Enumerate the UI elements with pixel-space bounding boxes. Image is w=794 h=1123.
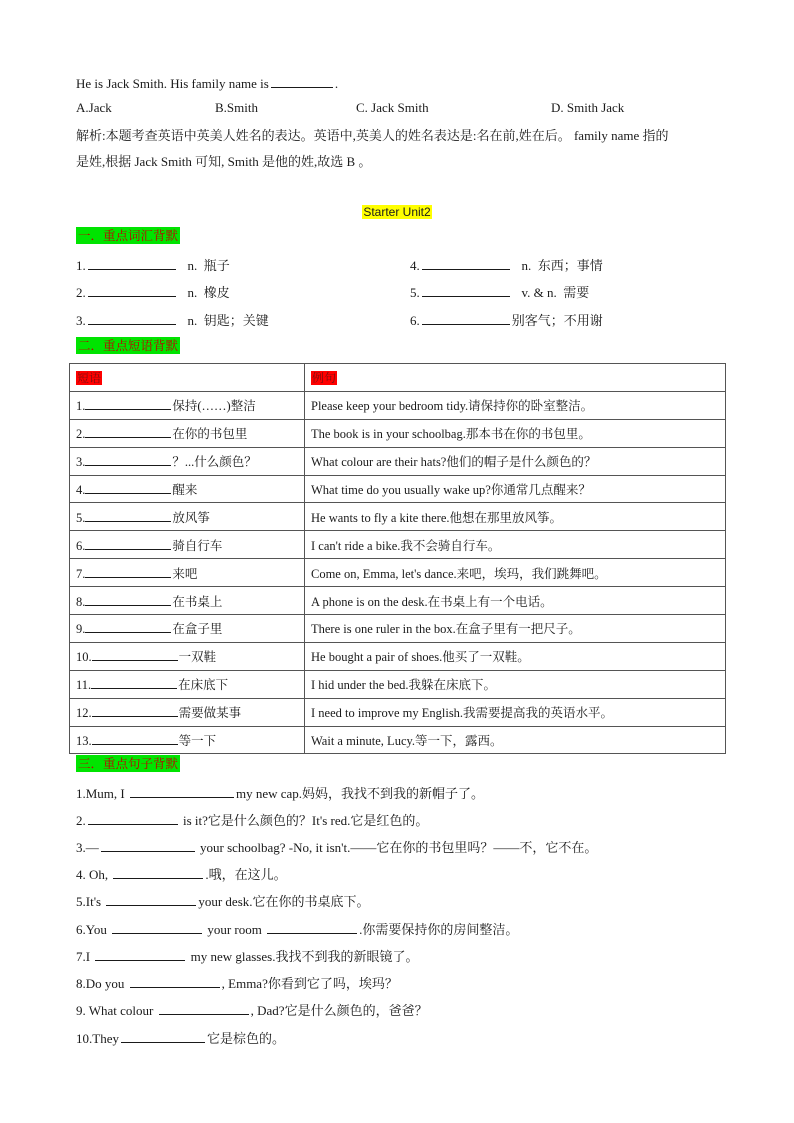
example-cell xyxy=(305,642,726,670)
sentence-end: your schoolbag? -No, it isn't.——它在你的书包里吗？——不，它不在。 xyxy=(196,840,598,855)
section-3-heading: 三．重点句子背默 xyxy=(78,756,179,771)
table-row xyxy=(70,475,726,503)
example-sentence: Wait a minute, Lucy.等一下，露西。 xyxy=(311,734,503,749)
example-sentence: I can't ride a bike.我不会骑自行车。 xyxy=(311,538,501,553)
example-sentence: What time do you usually wake up?你通常几点醒来？ xyxy=(311,483,591,497)
answer-blank xyxy=(85,593,171,606)
answer-blank xyxy=(422,284,510,297)
row-num: 5. xyxy=(76,510,86,525)
sentence-start: 5.It's xyxy=(76,894,105,909)
phrase-cell xyxy=(70,391,305,419)
phrase-cell xyxy=(70,587,305,615)
row-num: 4. xyxy=(76,483,86,497)
vocab-meaning: 需要 xyxy=(563,285,590,300)
table-row xyxy=(70,642,726,670)
analysis-line-1: 解析:本题考查英语中英美人姓名的表达。英语中,英美人的姓名表达是:名在前,姓在后。 family name 指的 xyxy=(76,128,669,143)
answer-blank xyxy=(88,312,176,325)
unit-title-text: Starter Unit2 xyxy=(363,205,431,219)
table-row xyxy=(70,531,726,559)
table-row xyxy=(70,391,726,419)
sentence-item xyxy=(76,891,370,910)
unit-title xyxy=(0,204,794,220)
answer-blank xyxy=(92,648,178,661)
answer-blank xyxy=(85,537,171,550)
example-cell xyxy=(305,698,726,726)
example-sentence: A phone is on the desk.在书桌上有一个电话。 xyxy=(311,594,553,609)
vocab-meaning: 别客气；不用谢 xyxy=(511,313,603,328)
answer-blank xyxy=(85,425,171,438)
vocab-meaning: 钥匙；关键 xyxy=(203,313,269,328)
example-sentence: There is one ruler in the box.在盒子里有一把尺子。 xyxy=(311,622,581,637)
answer-blank xyxy=(159,1002,249,1015)
vocab-num: 4. xyxy=(410,258,420,273)
phrase-table xyxy=(69,363,726,754)
section-2-heading: 二．重点短语背默 xyxy=(78,338,179,353)
sentence-start: 2. xyxy=(76,813,86,828)
table-header-row xyxy=(70,364,726,392)
sentence-end: , Dad?它是什么颜色的，爸爸？ xyxy=(250,1003,428,1018)
phrase-cell xyxy=(70,615,305,643)
table-row xyxy=(70,503,726,531)
answer-blank xyxy=(85,397,171,410)
answer-blank xyxy=(271,75,333,88)
answer-blank xyxy=(130,975,220,988)
row-num: 8. xyxy=(76,594,86,609)
sentence-item xyxy=(76,1000,428,1019)
answer-blank xyxy=(130,785,234,798)
section-1-heading: 一．重点词汇背默 xyxy=(78,228,179,243)
phrase-cell xyxy=(70,531,305,559)
phrase-meaning: 来吧 xyxy=(172,566,198,581)
example-cell xyxy=(305,475,726,503)
phrase-cell xyxy=(70,419,305,447)
example-sentence: I need to improve my English.我需要提高我的英语水平。 xyxy=(311,706,614,721)
vocab-item xyxy=(76,255,230,274)
vocab-num: 1. xyxy=(76,258,86,273)
row-num: 6. xyxy=(76,538,86,553)
example-cell xyxy=(305,587,726,615)
answer-blank xyxy=(106,893,196,906)
vocab-item xyxy=(76,310,269,329)
example-sentence: The book is in your schoolbag.那本书在你的书包里。 xyxy=(311,427,591,442)
table-row xyxy=(70,670,726,698)
table-row xyxy=(70,447,726,475)
sentence-item xyxy=(76,919,518,938)
example-sentence: Please keep your bedroom tidy.请保持你的卧室整洁。 xyxy=(311,399,594,414)
vocab-pos: n. xyxy=(521,258,532,273)
phrase-meaning: 在书桌上 xyxy=(172,594,223,609)
vocab-pos: n. xyxy=(187,285,198,300)
answer-blank xyxy=(101,839,195,852)
sentence-end: 它是棕色的。 xyxy=(206,1031,285,1046)
example-sentence: He wants to fly a kite there.他想在那里放风筝。 xyxy=(311,510,562,525)
phrase-cell xyxy=(70,726,305,754)
example-cell xyxy=(305,559,726,587)
sentence-end: .哦，在这儿。 xyxy=(205,867,287,882)
row-num: 11. xyxy=(76,678,92,693)
sentence-start: 8.Do you xyxy=(76,976,128,991)
answer-blank xyxy=(112,921,202,934)
example-cell xyxy=(305,391,726,419)
vocab-meaning: 橡皮 xyxy=(203,285,230,300)
answer-blank xyxy=(92,732,178,745)
vocab-item xyxy=(76,282,230,301)
analysis-line-2: 是姓,根据 Jack Smith 可知, Smith 是他的姓,故选 B 。 xyxy=(76,154,372,169)
answer-blank xyxy=(88,257,176,270)
phrase-meaning: 等一下 xyxy=(178,734,217,749)
phrase-cell xyxy=(70,475,305,503)
example-sentence: I hid under the bed.我躲在床底下。 xyxy=(311,678,497,693)
example-sentence: What colour are their hats?他们的帽子是什么颜色的？ xyxy=(311,455,597,470)
sentence-start: 1.Mum, I xyxy=(76,786,128,801)
phrase-cell xyxy=(70,447,305,475)
phrase-meaning: 需要做某事 xyxy=(178,706,242,721)
sentence-start: 10.They xyxy=(76,1031,119,1046)
example-sentence: Come on, Emma, let's dance.来吧，埃玛，我们跳舞吧。 xyxy=(311,566,607,581)
answer-blank xyxy=(85,481,171,494)
vocab-num: 5. xyxy=(410,285,420,300)
row-num: 10. xyxy=(76,650,92,665)
row-num: 13. xyxy=(76,734,92,749)
vocab-num: 3. xyxy=(76,313,86,328)
answer-blank xyxy=(267,921,357,934)
sentence-end: my new cap.妈妈，我找不到我的新帽子了。 xyxy=(236,786,485,801)
question-suffix: . xyxy=(334,76,339,91)
answer-blank xyxy=(85,453,171,466)
phrase-meaning: 一双鞋 xyxy=(178,650,217,665)
sentence-item xyxy=(76,783,484,802)
vocab-meaning: 东西；事情 xyxy=(537,258,603,273)
example-sentence: He bought a pair of shoes.他买了一双鞋。 xyxy=(311,650,530,665)
sentence-end: is it?它是什么颜色的？It's red.它是红色的。 xyxy=(179,813,429,828)
answer-blank xyxy=(85,509,171,522)
row-num: 12. xyxy=(76,706,92,721)
header-cell-phrase xyxy=(70,364,305,392)
answer-blank xyxy=(88,284,176,297)
phrase-cell xyxy=(70,642,305,670)
vocab-pos: v. & n. xyxy=(521,285,557,300)
phrase-cell xyxy=(70,559,305,587)
phrase-meaning: 保持(……)整洁 xyxy=(172,399,256,414)
table-row xyxy=(70,559,726,587)
vocab-item xyxy=(410,310,603,329)
table-row xyxy=(70,726,726,754)
vocab-num: 2. xyxy=(76,285,86,300)
sentence-end: my new glasses.我找不到我的新眼镜了。 xyxy=(187,949,419,964)
sentence-start: 9. What colour xyxy=(76,1003,157,1018)
header-label: 例句 xyxy=(312,370,337,385)
answer-blank xyxy=(95,948,185,961)
phrase-meaning: 在你的书包里 xyxy=(172,427,248,442)
answer-blank xyxy=(85,620,171,633)
sentence-item xyxy=(76,946,418,965)
table-row xyxy=(70,419,726,447)
table-row xyxy=(70,587,726,615)
sentence-start: 3.— xyxy=(76,840,99,855)
row-num: 1. xyxy=(76,399,86,414)
table-row xyxy=(70,698,726,726)
example-cell xyxy=(305,447,726,475)
example-cell xyxy=(305,726,726,754)
vocab-pos: n. xyxy=(187,313,198,328)
phrase-meaning: 醒来 xyxy=(172,483,198,497)
example-cell xyxy=(305,419,726,447)
sentence-start: 7.I xyxy=(76,949,94,964)
sentence-item xyxy=(76,973,398,992)
table-row xyxy=(70,615,726,643)
answer-blank xyxy=(422,312,510,325)
row-num: 2. xyxy=(76,427,86,442)
row-num: 3. xyxy=(76,455,86,470)
example-cell xyxy=(305,615,726,643)
answer-blank xyxy=(422,257,510,270)
vocab-pos: n. xyxy=(187,258,198,273)
sentence-end: your desk.它在你的书桌底下。 xyxy=(198,894,370,909)
sentence-item xyxy=(76,1028,285,1047)
vocab-meaning: 瓶子 xyxy=(203,258,230,273)
row-num: 7. xyxy=(76,566,86,581)
sentence-end: .你需要保持你的房间整洁。 xyxy=(359,922,519,937)
vocab-num: 6. xyxy=(410,313,420,328)
example-cell xyxy=(305,503,726,531)
vocab-item xyxy=(410,282,589,301)
example-cell xyxy=(305,670,726,698)
sentence-start: 4. Oh, xyxy=(76,867,112,882)
sentence-item xyxy=(76,837,597,856)
answer-blank xyxy=(88,812,178,825)
example-cell xyxy=(305,531,726,559)
answer-blank xyxy=(85,565,171,578)
option-b: B.Smith xyxy=(215,100,258,115)
option-c: C. Jack Smith xyxy=(356,100,429,115)
row-num: 9. xyxy=(76,622,86,637)
vocab-item xyxy=(410,255,603,274)
sentence-item xyxy=(76,864,287,883)
answer-blank xyxy=(121,1030,205,1043)
option-d: D. Smith Jack xyxy=(551,100,625,115)
phrase-meaning: 放风筝 xyxy=(172,510,210,525)
phrase-cell xyxy=(70,698,305,726)
answer-blank xyxy=(92,704,178,717)
header-label: 短语 xyxy=(77,370,102,385)
sentence-end: , Emma?你看到它了吗，埃玛？ xyxy=(221,976,398,991)
answer-blank xyxy=(113,866,203,879)
question-prefix: He is Jack Smith. His family name is xyxy=(76,76,269,91)
phrase-cell xyxy=(70,503,305,531)
header-cell-example xyxy=(305,364,726,392)
intro-question xyxy=(76,75,338,92)
phrase-cell xyxy=(70,670,305,698)
sentence-middle: your room xyxy=(204,922,266,937)
phrase-meaning: 骑自行车 xyxy=(172,538,223,553)
answer-blank xyxy=(91,676,177,689)
phrase-meaning: 在床底下 xyxy=(178,678,229,693)
option-a: A.Jack xyxy=(76,100,112,115)
phrase-meaning: ？...什么颜色？ xyxy=(172,455,257,470)
phrase-meaning: 在盒子里 xyxy=(172,622,223,637)
sentence-start: 6.You xyxy=(76,922,111,937)
sentence-item xyxy=(76,810,428,829)
